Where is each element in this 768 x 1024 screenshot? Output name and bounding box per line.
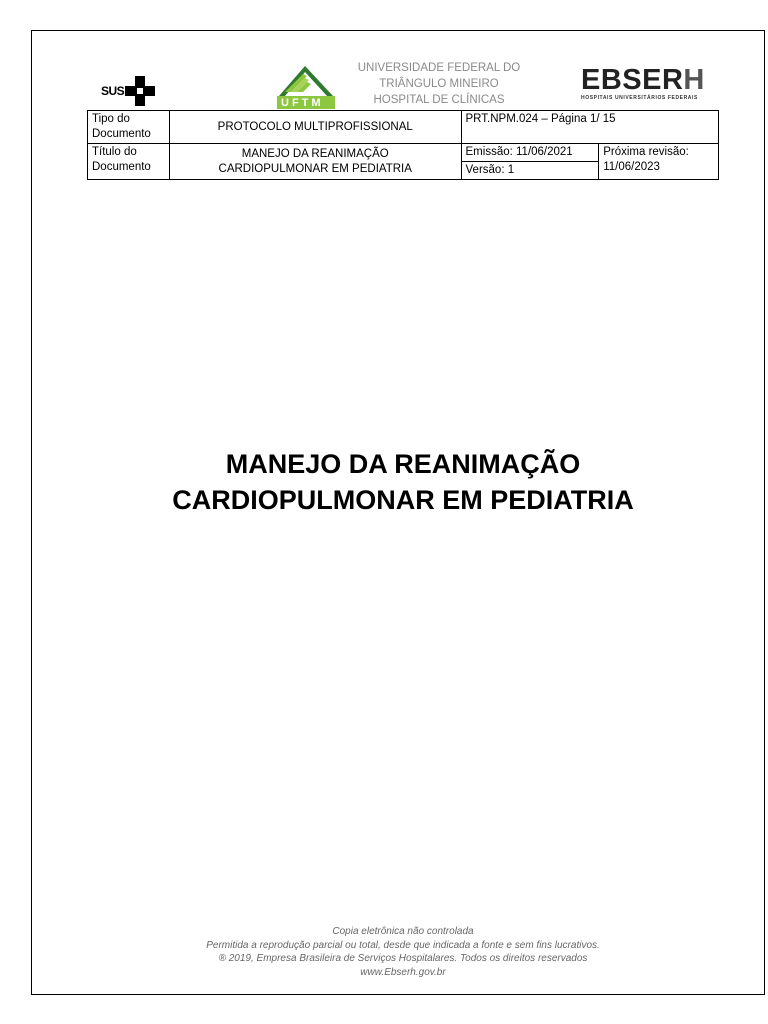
page-title [100, 446, 706, 518]
university-line-3: HOSPITAL DE CLÍNICAS [373, 94, 505, 106]
university-line-1: UNIVERSIDADE FEDERAL DO [357, 62, 521, 74]
ebserh-main: EBSER [581, 64, 684, 96]
footer-line-4: www.Ebserh.gov.br [360, 966, 446, 978]
ebserh-subtitle: HOSPITAIS UNIVERSITÁRIOS FEDERAIS [581, 95, 698, 101]
ebserh-wordmark [581, 66, 721, 94]
tipo-value: PROTOCOLO MULTIPROFISSIONAL [169, 111, 461, 144]
footer-line-2: Permitida a reprodução parcial ou total, desde que indicada a fonte e sem fins lucrativos. [206, 939, 600, 951]
uftm-logo [275, 62, 337, 110]
uftm-label: UFTM [281, 97, 324, 109]
titulo-label: Título do Documento [88, 144, 170, 180]
tipo-label: Tipo do Documento [88, 111, 170, 144]
ebserh-logo [581, 66, 721, 101]
document-info-table [87, 110, 719, 180]
sus-cross-icon [125, 76, 155, 106]
code-page: PRT.NPM.024 – Página 1/ 15 [461, 111, 718, 144]
page-title-line-2: CARDIOPULMONAR EM PEDIATRIA [172, 485, 634, 515]
sus-label: SUS [101, 84, 125, 98]
footer-line-3: ® 2019, Empresa Brasileira de Serviços Hospitalares. Todos os direitos reservados [218, 953, 588, 964]
document-header [87, 58, 719, 110]
versao: Versão: 1 [461, 162, 599, 180]
proxima-revisao: Próxima revisão: 11/06/2023 [599, 144, 719, 180]
page-title-line-1: MANEJO DA REANIMAÇÃO [225, 449, 581, 479]
sus-logo [101, 76, 159, 106]
university-name [345, 60, 533, 108]
titulo-value: MANEJO DA REANIMAÇÃO CARDIOPULMONAR EM PEDIATRIA [169, 144, 461, 180]
emissao: Emissão: 11/06/2021 [461, 144, 599, 162]
footer-line-1: Copia eletrônica não controlada [332, 926, 474, 937]
footer [100, 925, 706, 979]
ebserh-h: H [683, 64, 705, 96]
university-line-2: TRIÂNGULO MINEIRO [379, 78, 499, 90]
